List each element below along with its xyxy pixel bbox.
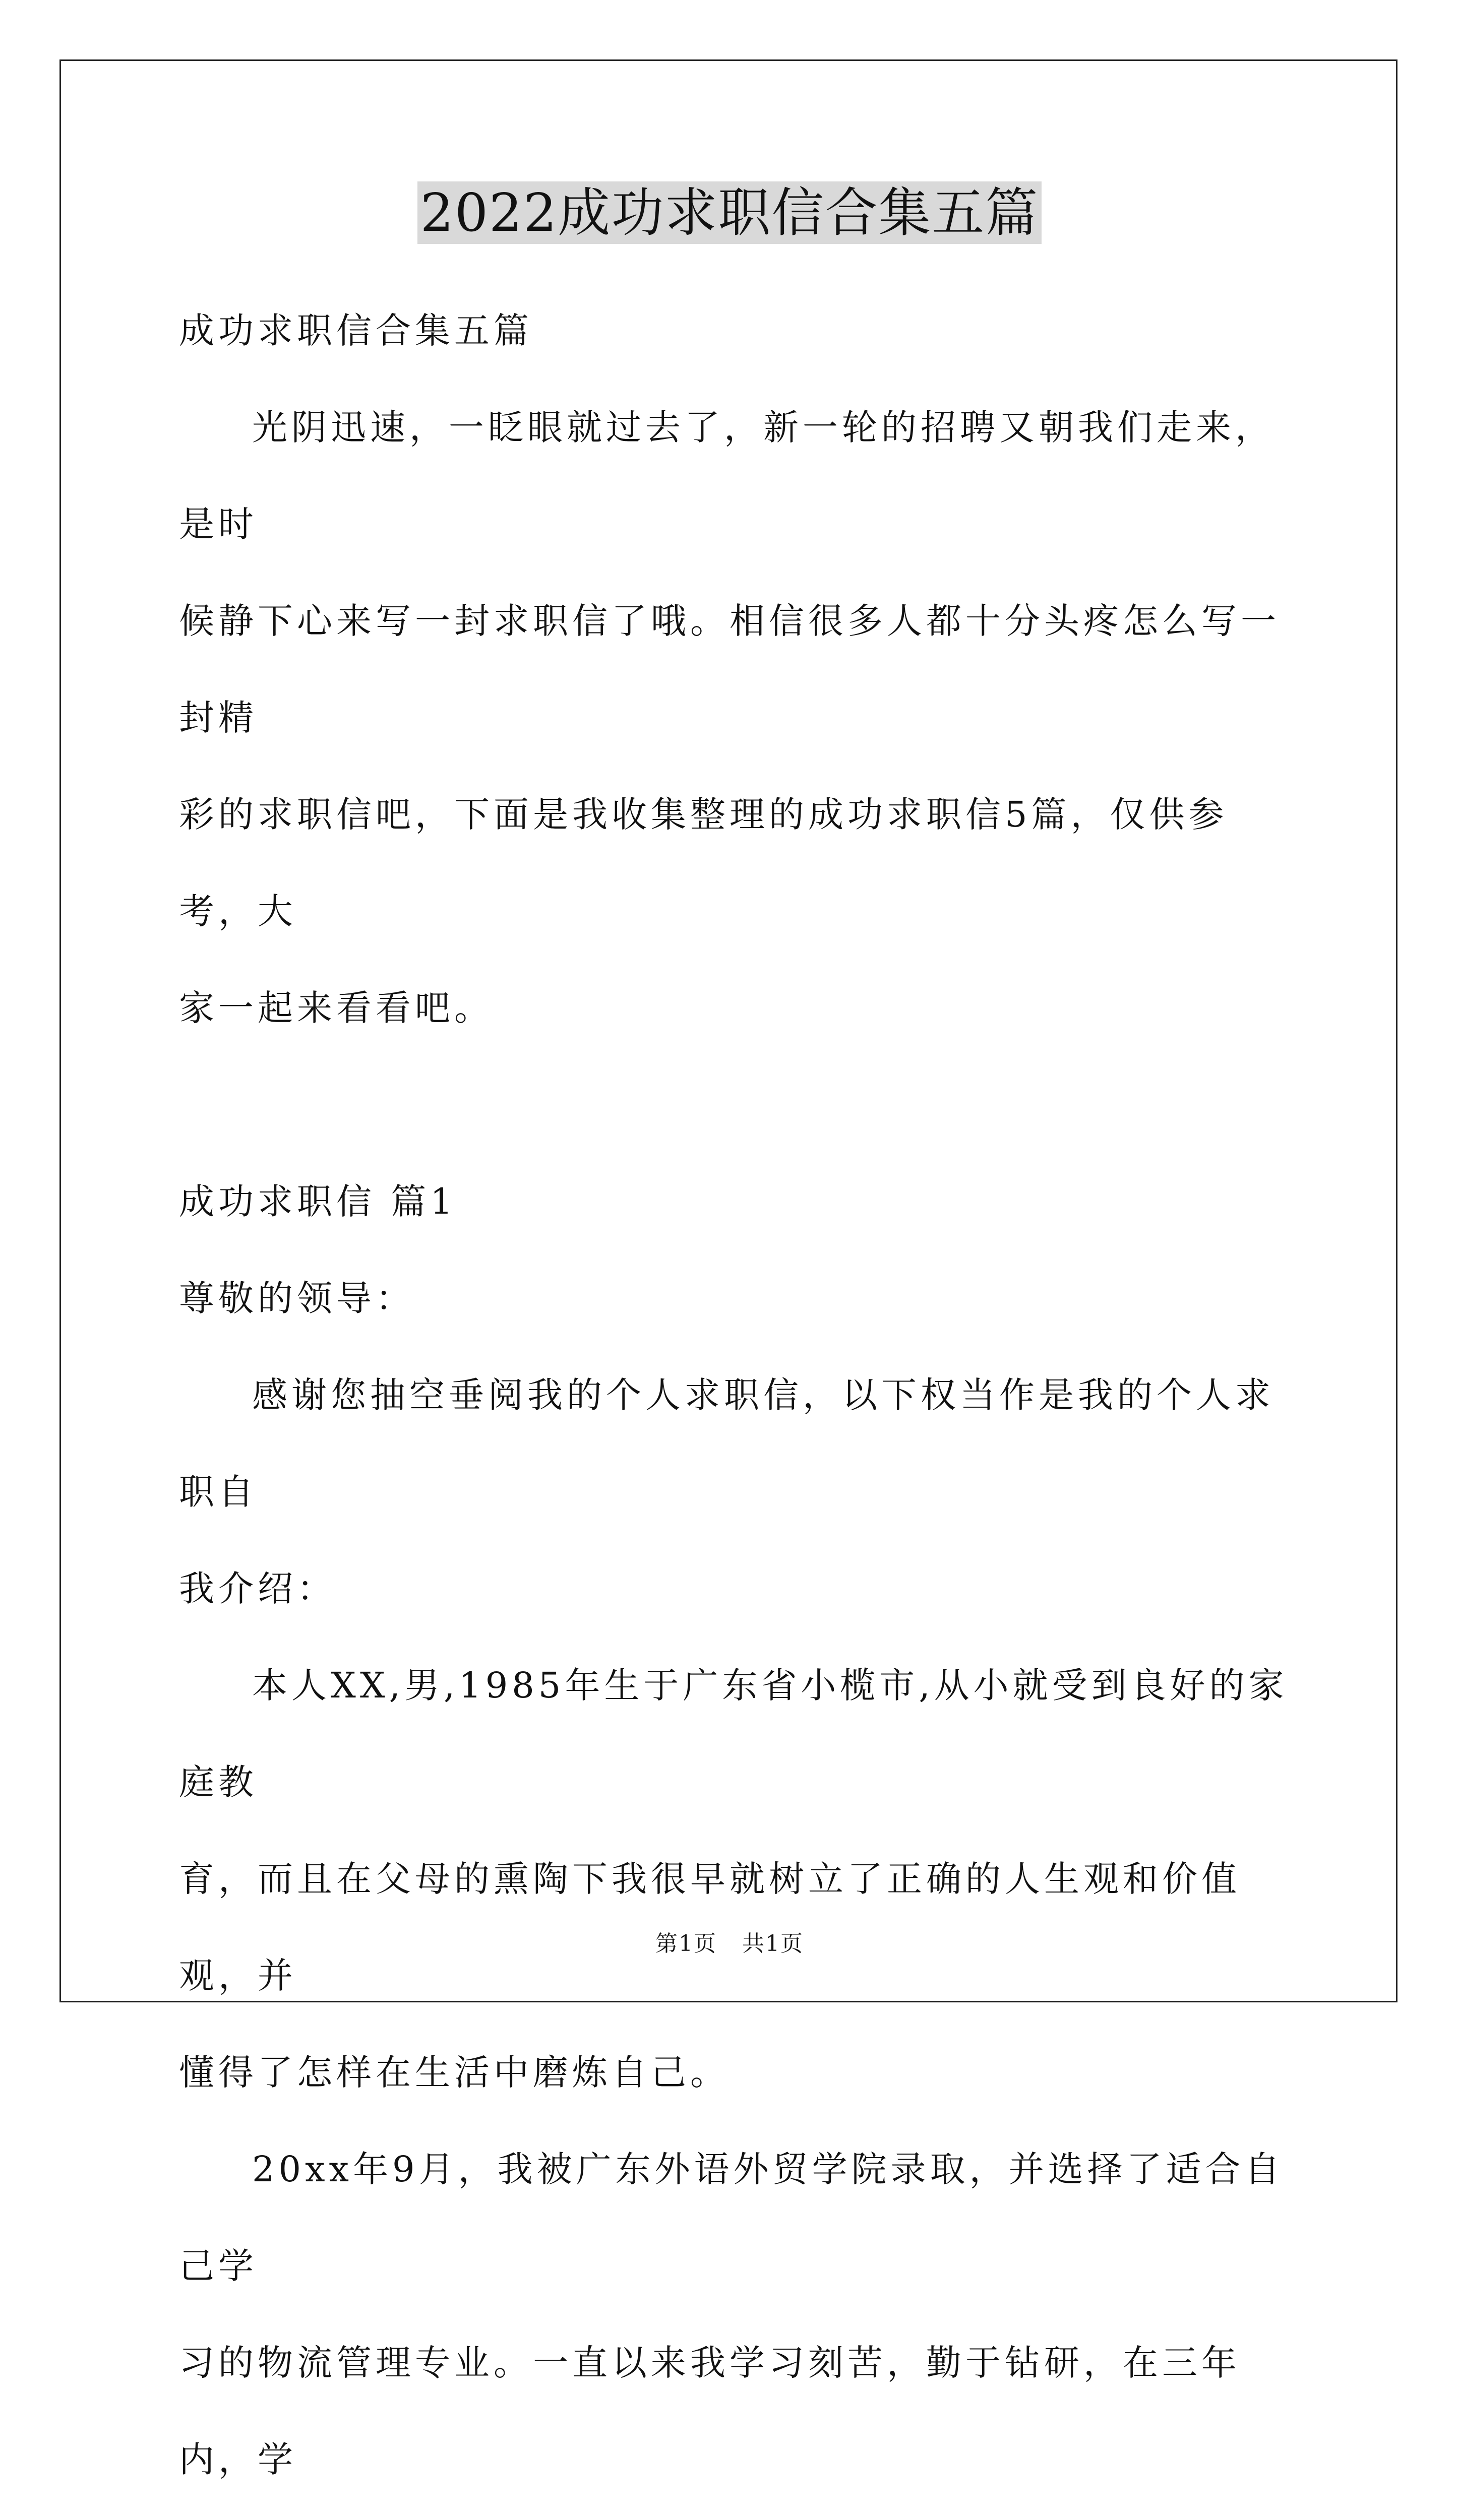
title-container (0, 181, 1459, 244)
page-total: 共1页 (742, 1931, 804, 1957)
intro-line: 光阴迅速，一眨眼就过去了，新一轮的招聘又朝我们走来，是时 (179, 407, 1274, 545)
document-body (179, 282, 1288, 2520)
paragraph-line: 感谢您抽空垂阅我的个人求职信，以下权当作是我的个人求职自 (179, 1374, 1274, 1513)
document-title: 2022成功求职信合集五篇 (417, 181, 1042, 244)
paragraph-line: 20xx年9月，我被广东外语外贸学院录取，并选择了适合自己学 (179, 2149, 1284, 2287)
paragraph-line: 育，而且在父母的熏陶下我很早就树立了正确的人生观和价值观，并 (179, 1858, 1241, 1996)
paragraph-line (179, 2508, 1288, 2520)
section-heading: 成功求职信 篇1 (179, 1181, 457, 1222)
paragraph-line: 本人XX,男,1985年生于广东省小榄市,从小就受到良好的家庭教 (179, 1665, 1288, 1803)
blank-line (179, 1056, 1288, 1153)
intro-line: 家一起来看看吧。 (179, 987, 494, 1029)
page-footer (0, 1925, 1459, 1958)
document-subtitle: 成功求职信合集五篇 (179, 310, 533, 351)
paragraph-line: 我介绍： (179, 1568, 336, 1609)
intro-line: 彩的求职信吧，下面是我收集整理的成功求职信5篇，仅供参考，大 (179, 794, 1228, 932)
salutation: 尊敬的领导： (179, 1278, 415, 1319)
page-number: 第1页 (655, 1931, 717, 1957)
intro-line: 候静下心来写一封求职信了哦。相信很多人都十分头疼怎么写一封精 (179, 600, 1280, 738)
paragraph-line: 懂得了怎样在生活中磨炼自己。 (179, 2052, 730, 2093)
paragraph-line: 习的物流管理专业。一直以来我学习刻苦，勤于钻研，在三年内，学 (179, 2342, 1241, 2480)
